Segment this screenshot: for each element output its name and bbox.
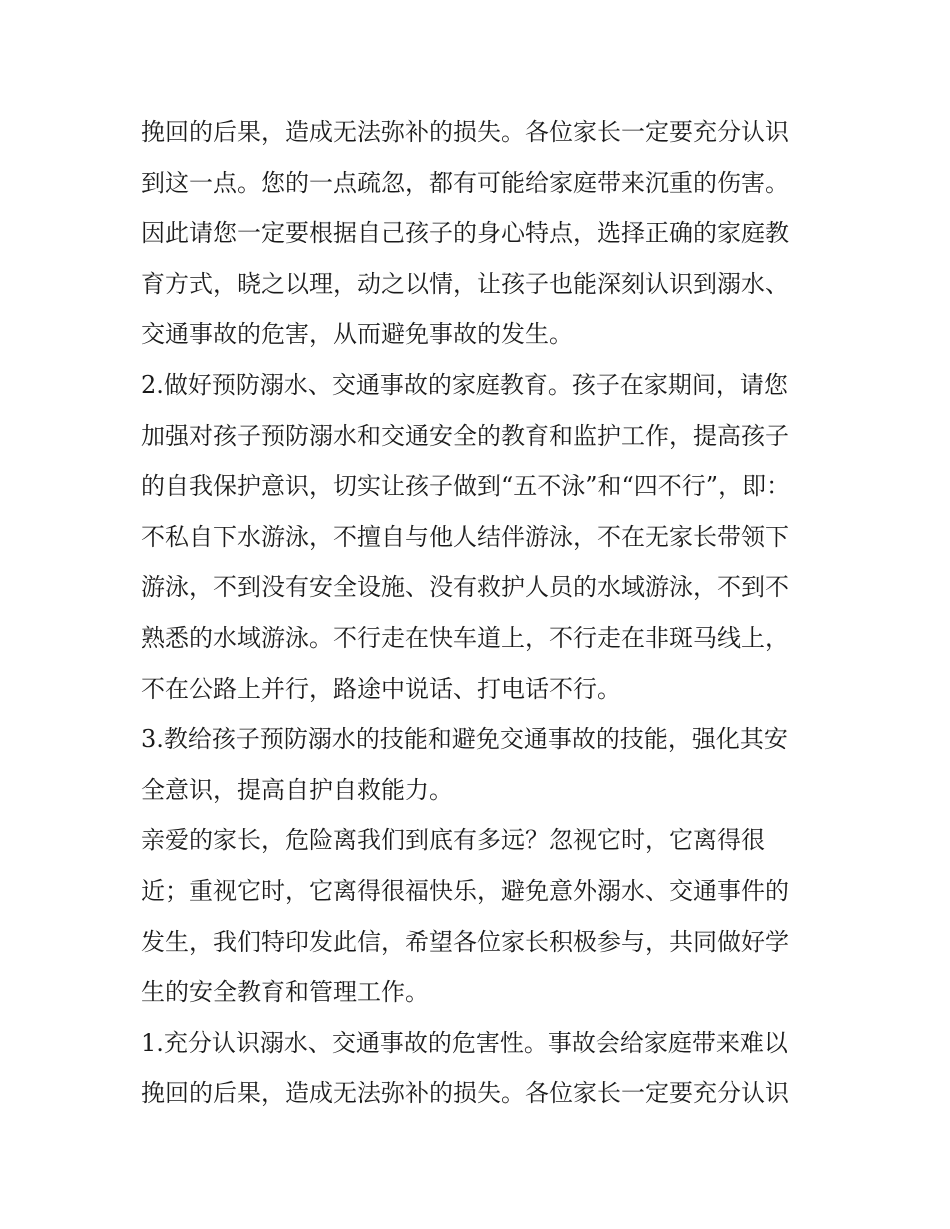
document-body bbox=[141, 107, 811, 1119]
text-line: 育方式，晓之以理，动之以情，让孩子也能深刻认识到溺水、 bbox=[141, 269, 789, 298]
text-line: 生的安全教育和管理工作。 bbox=[141, 978, 429, 1007]
text-line: 游泳，不到没有安全设施、没有救护人员的水域游泳，不到不 bbox=[141, 573, 789, 602]
text-line: 因此请您一定要根据自己孩子的身心特点，选择正确的家庭教 bbox=[141, 219, 789, 248]
text-line: 3.教给孩子预防溺水的技能和避免交通事故的技能，强化其安 bbox=[141, 725, 788, 754]
text-line: 挽回的后果，造成无法弥补的损失。各位家长一定要充分认识 bbox=[141, 118, 789, 146]
text-line: 发生，我们特印发此信，希望各位家长积极参与，共同做好学 bbox=[141, 927, 789, 956]
text-line: 熟悉的水域游泳。不行走在快车道上，不行走在非斑马线上， bbox=[141, 623, 789, 652]
text-line: 交通事故的危害，从而避免事故的发生。 bbox=[141, 320, 573, 349]
text-line: 到这一点。您的一点疏忽，都有可能给家庭带来沉重的伤害。 bbox=[141, 168, 789, 197]
text-line: 不在公路上并行，路途中说话、打电话不行。 bbox=[141, 674, 621, 703]
text-line: 全意识，提高自护自救能力。 bbox=[141, 775, 453, 804]
text-line: 不私自下水游泳，不擅自与他人结伴游泳，不在无家长带领下 bbox=[141, 522, 789, 551]
text-line: 的自我保护意识，切实让孩子做到“五不泳”和“四不行”，即： bbox=[141, 472, 791, 501]
text-line: 1.充分认识溺水、交通事故的危害性。事故会给家庭带来难以 bbox=[141, 1028, 788, 1057]
text-line: 挽回的后果，造成无法弥补的损失。各位家长一定要充分认识 bbox=[141, 1079, 789, 1108]
text-line: 近；重视它时，它离得很福快乐，避免意外溺水、交通事件的 bbox=[141, 876, 789, 905]
text-line: 加强对孩子预防溺水和交通安全的教育和监护工作，提高孩子 bbox=[141, 421, 789, 450]
text-line: 2.做好预防溺水、交通事故的家庭教育。孩子在家期间，请您 bbox=[141, 370, 788, 399]
text-line: 亲爱的家长，危险离我们到底有多远？忽视它时，它离得很 bbox=[141, 826, 765, 855]
